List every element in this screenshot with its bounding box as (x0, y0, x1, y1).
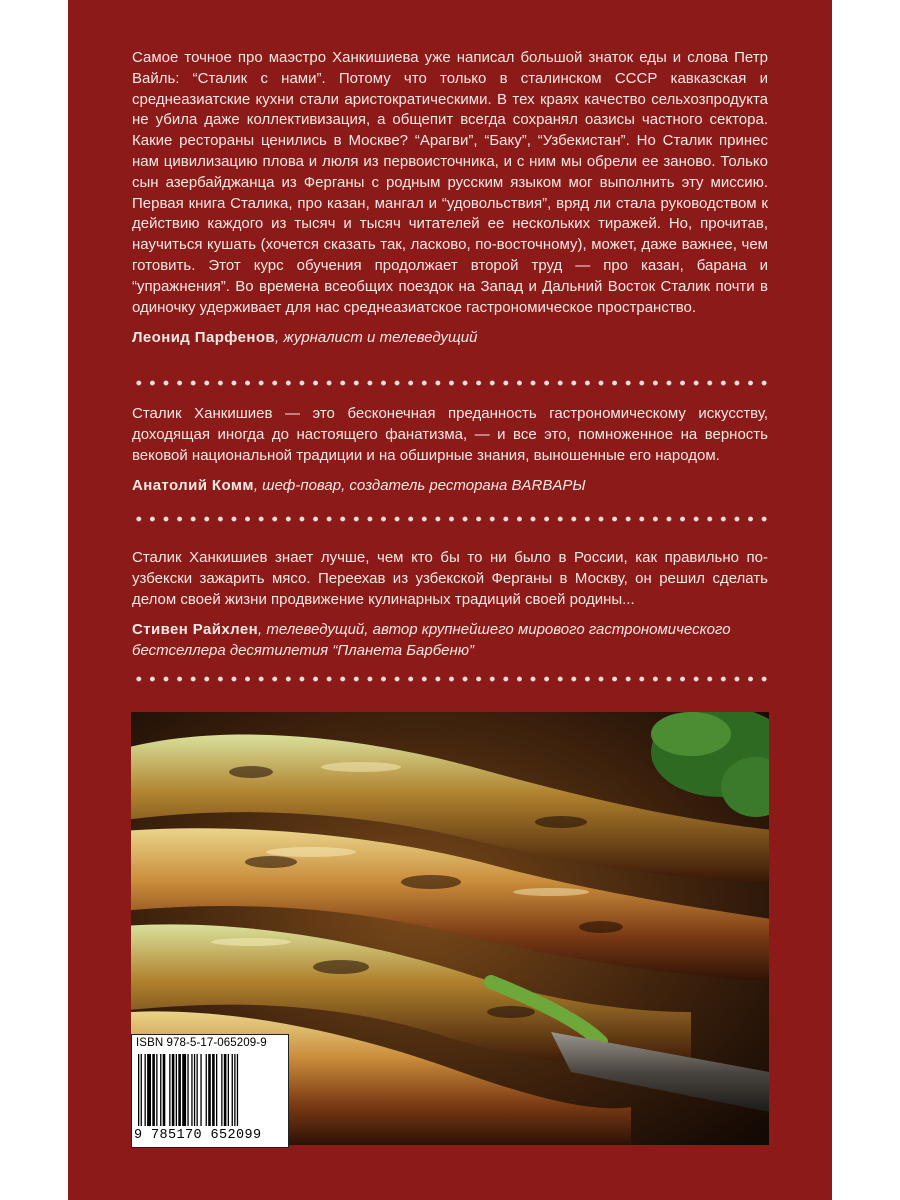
quote-text: Сталик Ханкишиев — это бесконечная преданность гастрономическому искусству, доходящая иногда до настоящего фанатизма, — и все это, помноженное на верность вековой национальной традиции и на обширные знания, выношенные его народом. (132, 405, 768, 464)
barcode-bar (182, 1054, 186, 1126)
isbn-number: ISBN 978-5-17-065209-9 (136, 1037, 267, 1049)
quote-attribution (132, 328, 768, 349)
barcode-bar (160, 1054, 161, 1126)
barcode-bar (138, 1054, 139, 1126)
review-quote-raichlen (132, 548, 768, 662)
dotted-divider (132, 516, 768, 522)
barcode-bar (228, 1054, 229, 1126)
barcode-bar (191, 1054, 192, 1126)
quote-author: Леонид Парфенов (132, 329, 275, 347)
dotted-divider (132, 380, 768, 386)
barcode-bar (221, 1054, 222, 1126)
quote-text: Сталик Ханкишиев знает лучше, чем кто бы то ни было в России, как правильно по-узбекски зажарить мясо. Переехав из узбекской Ферганы в Москву, он решил сделать делом своей жизни продвижение кулинарных традиций своей родины... (132, 549, 768, 608)
barcode-bar (169, 1054, 170, 1126)
quote-author-role: , журналист и телеведущий (275, 329, 478, 347)
quote-author: Стивен Райхлен (132, 621, 259, 639)
barcode-bar (172, 1054, 175, 1126)
dotted-divider (132, 676, 768, 682)
ean-digits: 9 785170 652099 (134, 1128, 262, 1143)
quote-attribution (132, 476, 768, 497)
quote-author: Анатолий Комм (132, 477, 254, 495)
barcode-bar (178, 1054, 181, 1126)
barcode-bar (232, 1054, 233, 1126)
barcode-bar (145, 1054, 146, 1126)
barcode-bars (138, 1054, 282, 1126)
isbn-barcode (131, 1034, 289, 1148)
review-quote-komm (132, 404, 768, 497)
barcode-bar (156, 1054, 157, 1126)
quote-attribution (132, 620, 768, 662)
barcode-bar (216, 1054, 217, 1126)
quote-text: Самое точное про маэстро Ханкишиева уже написал большой знаток еды и слова Петр Вайль: “Сталик с нами”. Потому что только в сталинском СССР кавказская и среднеазиатские кухни стали аристократическими. В тех краях качество сельхозпродукта не убила даже коллективизация, а общепит всегда сохранял оазисы частного сектора. Какие рестораны ценились в Москве? “Арагви”, “Баку”, “Узбекистан”. Но Сталик принес нам цивилизацию плова и люля из первоисточника, и с ним мы обрели ее заново. Только сын азербайджанца из Ферганы с родным русским языком мог выполнить эту миссию. Первая книга Сталика, про казан, мангал и “удовольствия”, вряд ли стала руководством к действию каждого из тысяч и тысяч читателей ее нескольких тиражей. Но, прочитав, научиться кушать (хочется сказать так, ласково, по-восточному), может, даже важнее, чем готовить. Этот курс обучения продолжает второй труд — про казан, барана и “упражнения”. Во времена всеобщих поездок на Запад и Дальний Восток Сталик почти в одиночку удерживает для нас среднеазиатское гастрономическое пространство. (132, 49, 768, 316)
barcode-bar (212, 1054, 215, 1126)
barcode-bar (237, 1054, 238, 1126)
barcode-bar (200, 1054, 201, 1126)
barcode-bar (163, 1054, 166, 1126)
barcode-bar (234, 1054, 235, 1126)
quote-author-role: , телеведущий, автор крупнейшего мирового гастрономического бестселлера десятилетия “Планета Барбеню” (132, 621, 731, 660)
review-quote-parfenov (132, 48, 768, 349)
quote-author-role: , шеф-повар, создатель ресторана BARBAPЫ (253, 477, 586, 495)
barcode-bar (141, 1054, 142, 1126)
barcode-bar (206, 1054, 207, 1126)
barcode-bar (147, 1054, 151, 1126)
barcode-bar (194, 1054, 195, 1126)
barcode-bar (187, 1054, 188, 1126)
barcode-bar (197, 1054, 198, 1126)
barcode-bar (152, 1054, 155, 1126)
barcode-bar (208, 1054, 211, 1126)
barcode-bar (224, 1054, 227, 1126)
barcode-bar (176, 1054, 177, 1126)
